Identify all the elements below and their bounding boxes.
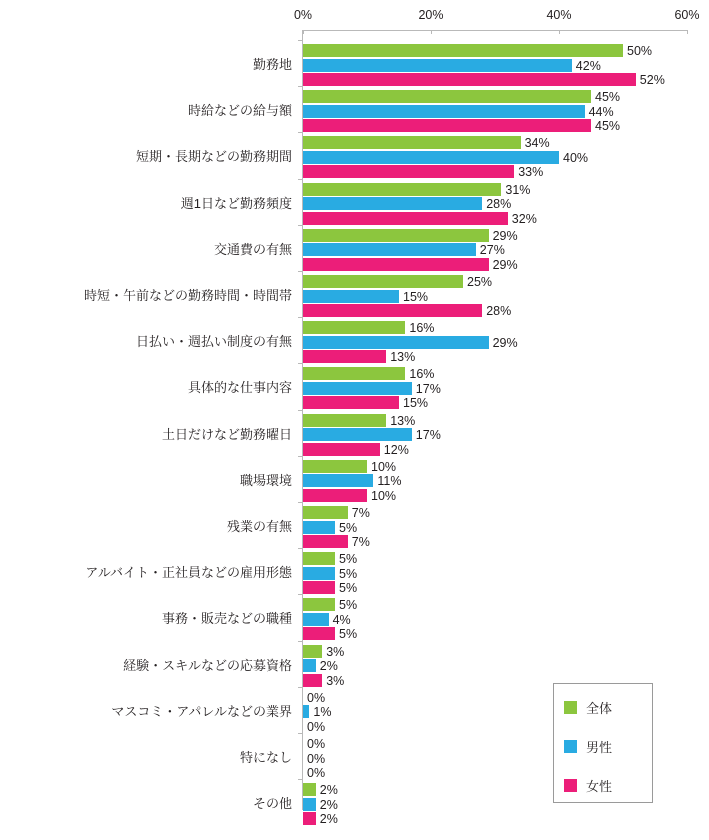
y-tick-mark: [298, 502, 302, 503]
bar-男性: [303, 105, 585, 118]
bar-value-label: 5%: [339, 581, 358, 596]
legend-item-2: [564, 776, 612, 795]
bar-value-label: 28%: [486, 304, 512, 318]
x-axis-line: [302, 30, 687, 31]
chart-row: [0, 275, 709, 317]
chart-row: [0, 136, 709, 178]
category-label: アルバイト・正社員などの雇用形態: [85, 565, 292, 581]
bar-value-label: 45%: [595, 119, 621, 134]
bar-value-label: 52%: [639, 73, 665, 87]
bar-男性: [303, 336, 489, 349]
y-tick-mark: [298, 779, 302, 780]
bar-value-label: 16%: [409, 321, 435, 336]
y-tick-mark: [298, 410, 302, 411]
chart-row: [0, 90, 709, 132]
y-tick-mark: [298, 132, 302, 133]
x-tick-label: 40%: [546, 8, 572, 22]
bar-value-label: 3%: [326, 644, 345, 659]
category-label: 週1日など勤務頻度: [180, 195, 292, 211]
bar-全体: [303, 414, 386, 427]
bar-value-label: 3%: [326, 673, 345, 688]
y-tick-mark: [298, 271, 302, 272]
y-tick-mark: [298, 40, 302, 41]
category-label: 事務・販売などの職種: [161, 611, 292, 627]
bar-女性: [303, 73, 636, 86]
legend-swatch-female: [564, 779, 577, 792]
bar-女性: [303, 165, 514, 178]
bar-全体: [303, 90, 591, 103]
x-tick-mark: [303, 30, 304, 34]
chart-row: [0, 183, 709, 225]
bar-男性: [303, 474, 373, 487]
bar-value-label: 10%: [371, 488, 397, 503]
bar-value-label: 0%: [307, 766, 326, 780]
legend-swatch-total: [564, 701, 577, 714]
bar-女性: [303, 119, 591, 132]
chart-row: [0, 367, 709, 409]
bar-value-label: 2%: [319, 659, 338, 674]
bar-女性: [303, 674, 322, 687]
bar-男性: [303, 290, 399, 303]
bar-女性: [303, 535, 348, 548]
y-tick-mark: [298, 548, 302, 549]
bar-value-label: 2%: [319, 783, 338, 798]
legend-item-0: [564, 698, 612, 717]
y-tick-mark: [298, 641, 302, 642]
legend-label-female: 女性: [586, 779, 613, 794]
bar-全体: [303, 598, 335, 611]
y-tick-mark: [298, 225, 302, 226]
bar-女性: [303, 581, 335, 594]
bar-value-label: 0%: [307, 719, 326, 734]
legend-item-1: [564, 737, 612, 756]
chart-row: [0, 44, 709, 86]
chart-row: [0, 414, 709, 456]
chart-row: [0, 645, 709, 687]
chart-row: [0, 552, 709, 594]
bar-男性: [303, 382, 412, 395]
x-tick-label: 60%: [674, 8, 700, 22]
bar-value-label: 44%: [588, 104, 614, 119]
bar-value-label: 40%: [563, 150, 589, 165]
legend-swatch-male: [564, 740, 577, 753]
bar-女性: [303, 350, 386, 363]
bar-value-label: 34%: [524, 136, 550, 151]
bar-value-label: 5%: [339, 598, 358, 613]
bar-全体: [303, 367, 405, 380]
bar-全体: [303, 321, 405, 334]
bar-value-label: 5%: [339, 552, 358, 567]
bar-全体: [303, 783, 316, 796]
bar-全体: [303, 552, 335, 565]
x-tick-label: 0%: [293, 8, 313, 22]
bar-value-label: 13%: [390, 413, 416, 428]
bar-value-label: 10%: [371, 459, 397, 474]
category-label: 時短・午前などの勤務時間・時間帯: [83, 288, 292, 303]
bar-女性: [303, 627, 335, 640]
bar-女性: [303, 812, 316, 825]
bar-全体: [303, 275, 463, 288]
bar-女性: [303, 443, 380, 456]
category-label: 短期・長期などの勤務期間: [135, 149, 292, 165]
bar-全体: [303, 506, 348, 519]
bar-男性: [303, 613, 329, 626]
category-label: 職場環境: [239, 472, 292, 488]
category-label: 残業の有無: [226, 519, 292, 534]
bar-value-label: 7%: [351, 535, 370, 549]
y-tick-mark: [298, 86, 302, 87]
bar-全体: [303, 136, 521, 149]
category-label: 具体的な仕事内容: [187, 380, 292, 396]
bar-女性: [303, 258, 489, 271]
bar-value-label: 0%: [307, 690, 326, 705]
bar-男性: [303, 521, 335, 534]
bar-value-label: 29%: [492, 257, 518, 272]
bar-value-label: 13%: [390, 350, 416, 365]
category-label: 交通費の有無: [213, 241, 292, 257]
bar-value-label: 16%: [409, 367, 435, 382]
bar-value-label: 29%: [492, 335, 518, 350]
category-label: 勤務地: [252, 57, 292, 72]
bar-女性: [303, 396, 399, 409]
bar-value-label: 5%: [339, 566, 358, 581]
category-label: 特になし: [239, 750, 292, 765]
bar-value-label: 27%: [479, 243, 505, 258]
bar-value-label: 28%: [486, 197, 512, 212]
category-label: 土日だけなど勤務曜日: [161, 426, 292, 442]
x-tick-mark: [559, 30, 560, 34]
y-tick-mark: [298, 456, 302, 457]
bar-全体: [303, 645, 322, 658]
bar-value-label: 33%: [518, 165, 544, 180]
bar-value-label: 2%: [319, 812, 338, 827]
y-tick-mark: [298, 733, 302, 734]
x-tick-mark: [431, 30, 432, 34]
bar-value-label: 50%: [627, 44, 653, 58]
bar-男性: [303, 798, 316, 811]
bar-value-label: 25%: [467, 275, 493, 289]
chart-row: [0, 460, 709, 502]
x-tick-label: 20%: [418, 8, 444, 22]
bar-value-label: 45%: [595, 90, 621, 105]
category-label: 日払い・週払い制度の有無: [135, 334, 292, 350]
y-tick-mark: [298, 594, 302, 595]
bar-value-label: 1%: [313, 705, 332, 720]
bar-value-label: 11%: [377, 474, 402, 489]
bar-value-label: 5%: [339, 627, 358, 642]
category-label: 経験・スキルなどの応募資格: [123, 657, 292, 673]
bar-男性: [303, 243, 476, 256]
x-tick-mark: [687, 30, 688, 34]
bar-value-label: 5%: [339, 520, 358, 535]
bar-女性: [303, 489, 367, 502]
bar-男性: [303, 567, 335, 580]
bar-value-label: 32%: [511, 211, 537, 226]
bar-全体: [303, 44, 623, 57]
bar-男性: [303, 151, 559, 164]
bar-value-label: 17%: [415, 428, 441, 443]
y-tick-mark: [298, 363, 302, 364]
bar-value-label: 0%: [307, 751, 326, 766]
chart-row: [0, 229, 709, 271]
bar-value-label: 12%: [383, 442, 409, 457]
bar-男性: [303, 197, 482, 210]
y-tick-mark: [298, 179, 302, 180]
bar-value-label: 15%: [403, 289, 429, 304]
category-label: 時給などの給与額: [187, 103, 292, 119]
y-tick-mark: [298, 317, 302, 318]
chart-row: [0, 506, 709, 548]
category-label: マスコミ・アパレルなどの業界: [111, 703, 292, 719]
bar-value-label: 31%: [505, 182, 531, 197]
bar-value-label: 29%: [492, 228, 518, 243]
bar-女性: [303, 212, 508, 225]
bar-男性: [303, 705, 309, 718]
bar-全体: [303, 229, 489, 242]
bar-value-label: 17%: [415, 381, 441, 396]
bar-value-label: 42%: [575, 58, 601, 73]
bar-value-label: 0%: [307, 737, 326, 751]
legend-label-male: 男性: [586, 740, 613, 755]
bar-全体: [303, 183, 501, 196]
chart-legend: [553, 683, 653, 803]
bar-value-label: 7%: [351, 506, 370, 520]
chart-row: [0, 321, 709, 363]
category-label: その他: [252, 796, 292, 812]
bar-value-label: 15%: [403, 396, 429, 411]
y-tick-mark: [298, 687, 302, 688]
bar-value-label: 2%: [319, 797, 338, 812]
bar-男性: [303, 659, 316, 672]
bar-value-label: 4%: [332, 612, 351, 627]
bar-男性: [303, 59, 572, 72]
bar-全体: [303, 460, 367, 473]
bar-男性: [303, 428, 412, 441]
legend-label-total: 全体: [586, 701, 613, 716]
chart-row: [0, 598, 709, 640]
bar-女性: [303, 304, 482, 317]
